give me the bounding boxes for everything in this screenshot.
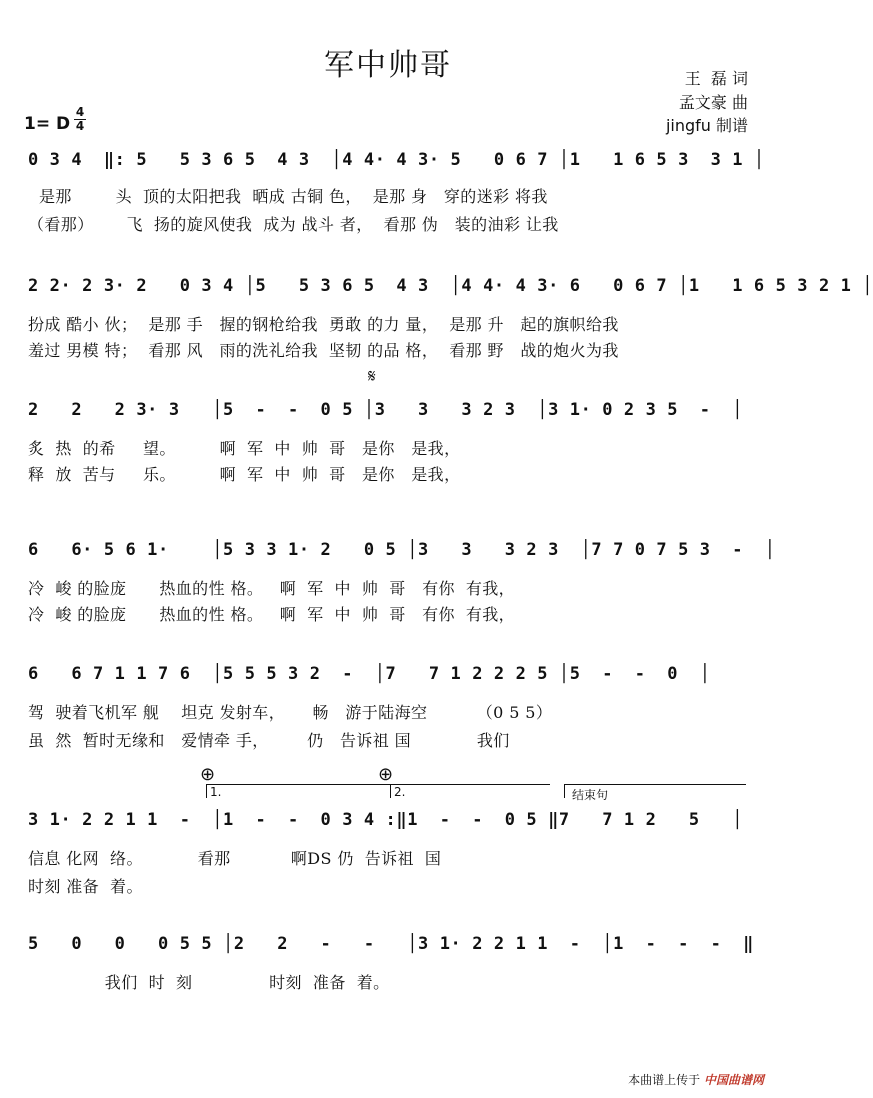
lyric-line-2b: 羞过 男模 特； 看那 风 雨的洗礼给我 坚韧 的品 格， 看那 野 战的炮火为我 — [28, 341, 619, 360]
volta-1-label: 1. — [210, 785, 222, 799]
ending-bracket — [564, 784, 746, 785]
ending-bracket-edge — [564, 784, 565, 798]
lyric-line-3a: 炙 热 的希 望。 啊 军 中 帅 哥 是你 是我， — [28, 439, 461, 458]
lyricist-credit: 王 磊 词 — [684, 69, 748, 88]
notation-line-3: 2 2 2 3· 3 │5 - - 0 5 │3 3 3 2 3 │3 1· 0 2 3 5 - │ — [28, 400, 744, 420]
volta-2-label: 2. — [394, 785, 406, 799]
lyric-line-5b: 虽 然 暂时无缘和 爱情牵 手， 仍 告诉祖 国 我们 — [28, 731, 510, 750]
song-title: 军中帅哥 — [324, 48, 452, 83]
time-signature-bottom: 4 — [75, 119, 85, 133]
volta-bracket-2-edge — [390, 784, 391, 798]
notation-line-2: 2 2· 2 3· 2 0 3 4 │5 5 3 6 5 4 3 │4 4· 4 3· 6 0 6 7 │1 1 6 5 3 2 1 │ — [28, 276, 873, 296]
key-signature: 1= D — [24, 114, 71, 134]
time-signature — [74, 106, 86, 133]
notation-line-1: 0 3 4 ‖: 5 5 3 6 5 4 3 │4 4· 4 3· 5 0 6 7 │1 1 6 5 3 3 1 │ — [28, 150, 765, 170]
coda-sign-2: ⊕ — [378, 764, 394, 785]
coda-sign-1: ⊕ — [200, 764, 216, 785]
notation-line-4: 6 6· 5 6 1· │5 3 3 1· 2 0 5 │3 3 3 2 3 │7 7 0 7 5 3 - │ — [28, 540, 776, 560]
lyric-line-7a: 我们 时 刻 时刻 准备 着。 — [28, 973, 390, 992]
ending-label: 结束句 — [572, 788, 609, 802]
lyric-line-1b: （看那） 飞 扬的旋风使我 成为 战斗 者， 看那 伪 装的油彩 让我 — [28, 215, 559, 234]
notation-line-7: 5 0 0 0 5 5 │2 2 - - │3 1· 2 2 1 1 - │1 - - - ‖ — [28, 934, 754, 954]
time-signature-top: 4 — [75, 105, 85, 119]
segno-sign: 𝄋 — [368, 366, 376, 387]
lyric-line-4a: 冷 峻 的脸庞 热血的性 格。 啊 军 中 帅 哥 有你 有我， — [28, 579, 516, 598]
lyric-line-3b: 释 放 苦与 乐。 啊 军 中 帅 哥 是你 是我， — [28, 465, 461, 484]
site-logo[interactable]: 中国曲谱网 — [703, 1073, 764, 1087]
volta-bracket-1 — [206, 784, 550, 785]
lyric-line-2a: 扮成 酷小 伙； 是那 手 握的钢枪给我 勇敢 的力 量， 是那 升 起的旗帜给我 — [28, 315, 619, 334]
transcriber-credit: jingfu 制谱 — [665, 116, 748, 135]
footer-text: 本曲谱上传于 — [628, 1073, 701, 1087]
notation-line-5: 6 6 7 1 1 7 6 │5 5 5 3 2 - │7 7 1 2 2 2 5 │5 - - 0 │ — [28, 664, 711, 684]
upload-footer — [628, 1071, 764, 1088]
lyric-line-4b: 冷 峻 的脸庞 热血的性 格。 啊 军 中 帅 哥 有你 有我， — [28, 605, 516, 624]
composer-credit: 孟文豪 曲 — [678, 93, 748, 112]
notation-line-6: 3 1· 2 2 1 1 - │1 - - 0 3 4 :‖1 - - 0 5 ‖7 7 1 2 5 │ — [28, 810, 744, 830]
lyric-line-6a: 信息 化网 络。 看那 啊DS 仍 告诉祖 国 — [28, 849, 442, 868]
lyric-line-1a: 是那 头 顶的太阳把我 晒成 古铜 色， 是那 身 穿的迷彩 将我 — [28, 187, 548, 206]
lyric-line-5a: 驾 驶着飞机军 舰 坦克 发射车， 畅 游于陆海空 （0 5 5） — [28, 703, 553, 722]
lyric-line-6b: 时刻 准备 着。 — [28, 877, 143, 896]
volta-bracket-1-edge — [206, 784, 207, 798]
